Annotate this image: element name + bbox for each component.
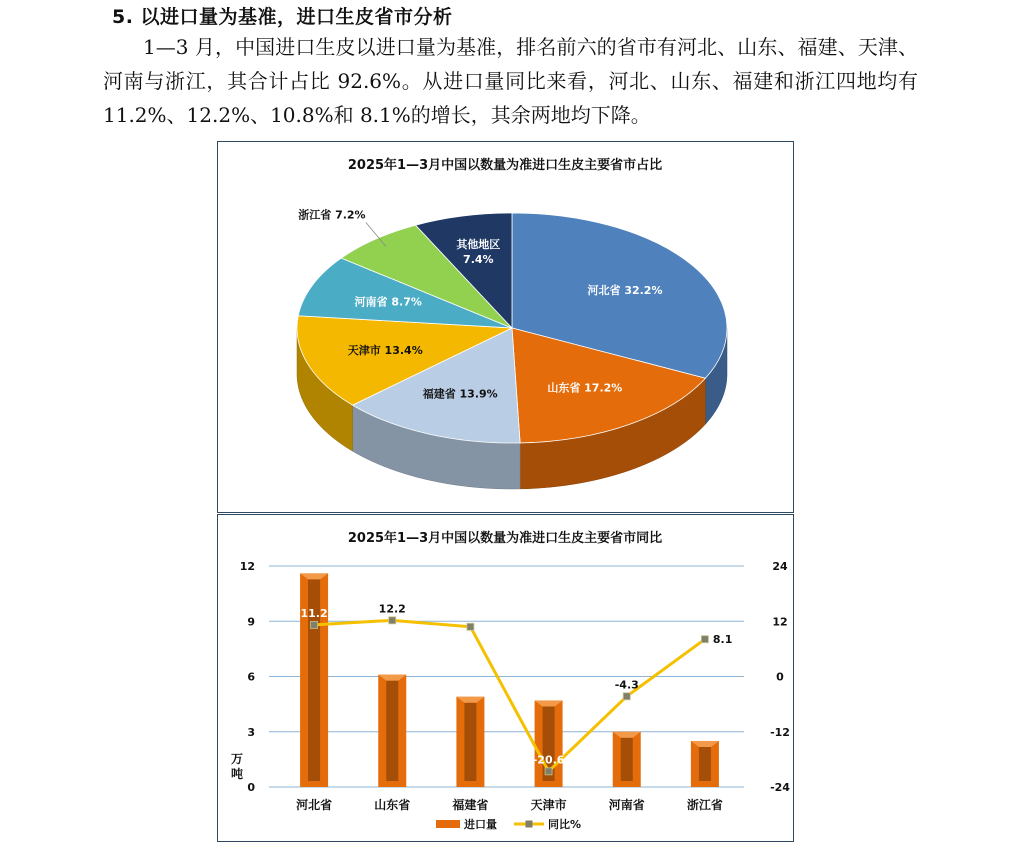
line-point-4 — [615, 678, 639, 700]
gridlines — [269, 566, 744, 787]
category-label-1: 山东省 — [374, 798, 411, 812]
y-tick-0: 0 — [247, 781, 255, 794]
pie-label-3 — [348, 343, 423, 357]
bar-4 — [613, 732, 641, 787]
line-marker — [623, 693, 630, 700]
pie-label-text: 天津市 13.4% — [347, 344, 423, 358]
line-marker — [389, 617, 396, 624]
pie-label-text: 福建省 13.9% — [422, 387, 498, 401]
line-marker — [545, 768, 552, 775]
bar-5 — [691, 741, 719, 787]
pie-slices — [297, 213, 727, 443]
line-marker — [701, 636, 708, 643]
bar-inner — [464, 703, 476, 781]
pie-label-text: 河北省 32.2% — [587, 284, 663, 298]
legend-marker — [526, 821, 533, 828]
bar-inner — [621, 738, 633, 781]
pie-chart-panel — [217, 141, 794, 513]
y-tick-3: 9 — [247, 615, 255, 629]
line-data-label: 10.8 — [456, 608, 484, 622]
body-paragraph: 1—3 月，中国进口生皮以进口量为基准，排名前六的省市有河北、山东、福建、天津、河南与浙江，其合计占比 92.6%。从进口量同比来看，河北、山东、福建和浙江四地均有 11.2%、12.2%、10.8%和 8.1%的增长，其余两地均下降。 — [103, 35, 918, 127]
category-label-4: 河南省 — [608, 798, 645, 812]
y-tick-4: 12 — [239, 560, 255, 573]
line-data-label: 8.1 — [712, 633, 733, 647]
line-data-label: 11.2 — [300, 606, 328, 620]
pie-label-text: 其他地区 — [456, 237, 501, 251]
combo-chart-panel — [217, 514, 794, 842]
line-marker — [467, 623, 474, 630]
legend-swatch-bar — [436, 820, 460, 828]
line-marker — [311, 621, 318, 628]
combo-chart — [218, 515, 793, 841]
bar-2 — [456, 697, 484, 787]
y-axis-label-char: 万 — [230, 752, 244, 766]
y2-tick-2: 0 — [776, 670, 784, 684]
bar-0 — [300, 573, 328, 787]
legend — [436, 817, 581, 831]
y2-tick-3: 12 — [772, 615, 788, 629]
category-label-0: 河北省 — [296, 798, 333, 812]
legend-item-line — [514, 817, 581, 831]
y-tick-2: 6 — [247, 670, 255, 684]
y2-tick-1: -12 — [770, 725, 790, 739]
pie-label-text: 河南省 8.7% — [354, 295, 422, 309]
legend-item-bar — [436, 817, 497, 831]
pie-label-0 — [587, 283, 662, 297]
line-data-label: -20.6 — [532, 753, 565, 767]
legend-label-bar: 进口量 — [464, 818, 497, 831]
category-label-5: 浙江省 — [686, 798, 723, 812]
x-axis-categories — [296, 797, 723, 812]
y-axis-label — [231, 752, 243, 781]
bar-series — [300, 573, 719, 787]
line-point-5 — [701, 633, 732, 646]
legend-label-line: 同比% — [548, 818, 582, 831]
pie-label-2 — [422, 387, 498, 401]
bar-1 — [378, 675, 406, 787]
combo-chart-title: 2025年1—3月中国以数量为准进口生皮主要省市同比 — [347, 531, 663, 546]
category-label-2: 福建省 — [452, 798, 489, 812]
bar-inner — [386, 681, 398, 781]
y-axis-label-char: 吨 — [230, 767, 244, 781]
pie-label-1 — [547, 381, 622, 395]
line-path — [314, 620, 705, 771]
pie-label-text: 山东省 17.2% — [547, 381, 623, 395]
pie-label-value: 7.4% — [463, 252, 494, 266]
pie-label-4 — [355, 295, 422, 309]
y2-axis-ticks — [770, 560, 790, 794]
y-tick-1: 3 — [247, 725, 255, 739]
bar-inner — [699, 747, 711, 781]
line-series — [301, 602, 733, 775]
category-label-3: 天津市 — [530, 798, 567, 812]
line-data-label: -4.3 — [614, 678, 639, 692]
pie-chart-title: 2025年1—3月中国以数量为准进口生皮主要省市占比 — [347, 158, 663, 173]
pie-label-text: 浙江省 7.2% — [298, 208, 366, 222]
y2-tick-4: 24 — [772, 560, 788, 573]
section-heading: 5. 以进口量为基准，进口生皮省市分析 — [112, 6, 453, 28]
y2-tick-0: -24 — [770, 781, 790, 794]
pie-chart — [218, 142, 793, 512]
line-data-label: 12.2 — [378, 602, 406, 616]
